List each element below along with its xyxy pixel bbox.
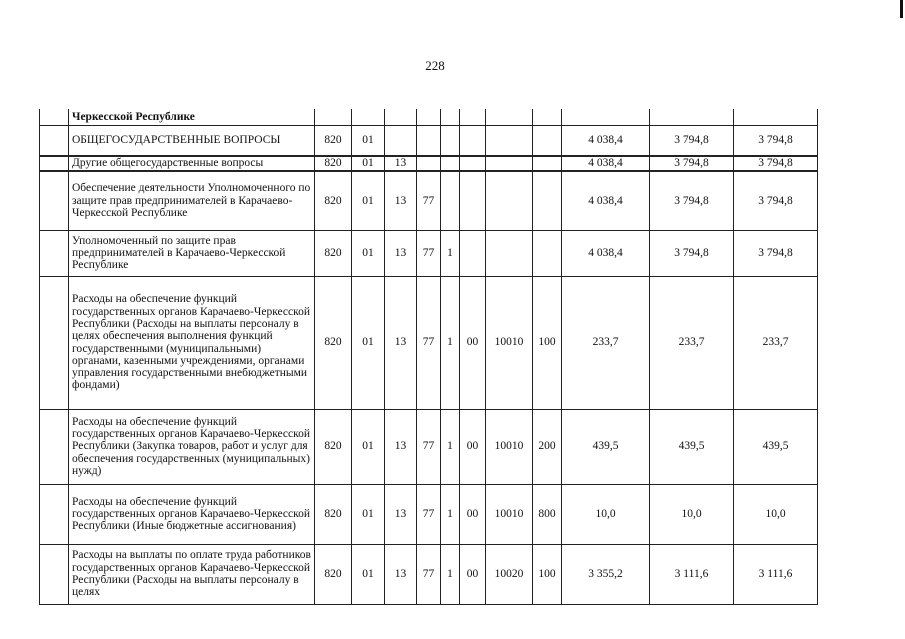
cell-amount-1: 3 355,2 <box>562 544 650 604</box>
cell-subprogram: 1 <box>441 230 460 276</box>
cell-amount-3: 10,0 <box>734 484 818 544</box>
cell-main-event <box>460 230 486 276</box>
row-index-cell <box>40 125 69 156</box>
cell-main-event <box>460 125 486 156</box>
cell-subprogram: 1 <box>441 544 460 604</box>
cell-amount-2 <box>650 109 734 125</box>
row-name: Другие общегосударственные вопросы <box>69 156 315 171</box>
cell-amount-3: 3 794,8 <box>734 156 818 171</box>
cell-expense-type <box>533 171 562 230</box>
cell-section: 01 <box>352 276 385 409</box>
cell-subprogram <box>441 171 460 230</box>
cell-amount-2: 3 111,6 <box>650 544 734 604</box>
table-row <box>40 125 818 156</box>
cell-amount-3: 3 794,8 <box>734 171 818 230</box>
budget-table <box>39 109 818 605</box>
cell-ministry: 820 <box>315 484 352 544</box>
row-index-cell <box>40 109 69 125</box>
cell-amount-1: 4 038,4 <box>562 171 650 230</box>
cell-direction: 10010 <box>486 484 533 544</box>
cell-amount-3: 3 111,6 <box>734 544 818 604</box>
cell-subprogram <box>441 156 460 171</box>
cell-direction <box>486 171 533 230</box>
row-index-cell <box>40 484 69 544</box>
cell-subprogram <box>441 109 460 125</box>
row-name: Расходы на обеспечение функций государственных органов Карачаево-Черкесской Республики (Расходы на выплаты персоналу в целях обеспечения выполнения функций государственными (муниципальными) органами, казенными учреждениями, органами управления государственными внебюджетными фондами) <box>69 276 315 409</box>
cell-section: 01 <box>352 230 385 276</box>
page-number: 228 <box>425 58 445 73</box>
cell-main-event <box>460 109 486 125</box>
cell-amount-2: 3 794,8 <box>650 156 734 171</box>
cell-amount-1: 4 038,4 <box>562 156 650 171</box>
cell-direction: 10010 <box>486 276 533 409</box>
cell-expense-type <box>533 109 562 125</box>
cell-amount-1 <box>562 109 650 125</box>
cell-subprogram <box>441 125 460 156</box>
cell-expense-type: 100 <box>533 276 562 409</box>
cell-program <box>417 156 441 171</box>
cell-amount-3: 3 794,8 <box>734 230 818 276</box>
row-index-cell <box>40 230 69 276</box>
cell-amount-3 <box>734 109 818 125</box>
cell-expense-type <box>533 230 562 276</box>
row-name: Обеспечение деятельности Уполномоченного по защите прав предпринимателей в Карачаево-Черкесской Республике <box>69 171 315 230</box>
cell-expense-type: 800 <box>533 484 562 544</box>
cell-program: 77 <box>417 276 441 409</box>
cell-amount-2: 3 794,8 <box>650 230 734 276</box>
cell-amount-3: 439,5 <box>734 409 818 484</box>
cell-section: 01 <box>352 125 385 156</box>
cell-main-event: 00 <box>460 544 486 604</box>
cell-ministry: 820 <box>315 230 352 276</box>
row-name: Расходы на обеспечение функций государственных органов Карачаево-Черкесской Республики (Закупка товаров, работ и услуг для обеспечения государственных (муниципальных) нужд) <box>69 409 315 484</box>
cell-direction <box>486 125 533 156</box>
cell-direction <box>486 230 533 276</box>
cell-section: 01 <box>352 156 385 171</box>
scan-edge-mark <box>900 0 903 18</box>
cell-amount-1: 439,5 <box>562 409 650 484</box>
row-index-cell <box>40 544 69 604</box>
table-row <box>40 484 818 544</box>
cell-subprogram: 1 <box>441 484 460 544</box>
cell-subsection: 13 <box>385 544 417 604</box>
row-index-cell <box>40 409 69 484</box>
cell-section: 01 <box>352 484 385 544</box>
table-row <box>40 109 818 125</box>
cell-amount-2: 439,5 <box>650 409 734 484</box>
row-name: Расходы на обеспечение функций государственных органов Карачаево-Черкесской Республики (Иные бюджетные ассигнования) <box>69 484 315 544</box>
cell-program: 77 <box>417 544 441 604</box>
row-index-cell <box>40 171 69 230</box>
cell-subsection: 13 <box>385 230 417 276</box>
cell-main-event <box>460 156 486 171</box>
table-row <box>40 230 818 276</box>
cell-main-event <box>460 171 486 230</box>
cell-ministry: 820 <box>315 156 352 171</box>
cell-expense-type: 200 <box>533 409 562 484</box>
cell-amount-1: 10,0 <box>562 484 650 544</box>
cell-amount-1: 4 038,4 <box>562 125 650 156</box>
cell-program <box>417 125 441 156</box>
cell-amount-2: 3 794,8 <box>650 171 734 230</box>
cell-subsection: 13 <box>385 484 417 544</box>
cell-subprogram: 1 <box>441 409 460 484</box>
cell-main-event: 00 <box>460 409 486 484</box>
row-name: Расходы на выплаты по оплате труда работников государственных органов Карачаево-Черкесской Республики (Расходы на выплаты персоналу в целях <box>69 544 315 604</box>
cell-program <box>417 109 441 125</box>
cell-section <box>352 109 385 125</box>
cell-amount-3: 233,7 <box>734 276 818 409</box>
cell-program: 77 <box>417 409 441 484</box>
cell-subsection: 13 <box>385 409 417 484</box>
cell-direction <box>486 156 533 171</box>
cell-expense-type <box>533 125 562 156</box>
row-name: ОБЩЕГОСУДАРСТВЕННЫЕ ВОПРОСЫ <box>69 125 315 156</box>
row-name: Уполномоченный по защите прав предпринимателей в Карачаево-Черкесской Республике <box>69 230 315 276</box>
cell-ministry: 820 <box>315 409 352 484</box>
cell-main-event: 00 <box>460 484 486 544</box>
cell-subsection: 13 <box>385 156 417 171</box>
table-row <box>40 171 818 230</box>
cell-amount-2: 3 794,8 <box>650 125 734 156</box>
cell-amount-1: 4 038,4 <box>562 230 650 276</box>
cell-program: 77 <box>417 230 441 276</box>
cell-amount-1: 233,7 <box>562 276 650 409</box>
cell-subprogram: 1 <box>441 276 460 409</box>
cell-direction <box>486 109 533 125</box>
cell-section: 01 <box>352 171 385 230</box>
cell-direction: 10010 <box>486 409 533 484</box>
cell-subsection: 13 <box>385 276 417 409</box>
row-index-cell <box>40 276 69 409</box>
cell-ministry: 820 <box>315 125 352 156</box>
cell-program: 77 <box>417 171 441 230</box>
cell-ministry: 820 <box>315 171 352 230</box>
table-row <box>40 544 818 604</box>
cell-main-event: 00 <box>460 276 486 409</box>
cell-amount-2: 10,0 <box>650 484 734 544</box>
table-row <box>40 156 818 171</box>
cell-section: 01 <box>352 409 385 484</box>
cell-subsection <box>385 109 417 125</box>
cell-ministry: 820 <box>315 276 352 409</box>
table-row <box>40 409 818 484</box>
cell-subsection: 13 <box>385 171 417 230</box>
cell-direction: 10020 <box>486 544 533 604</box>
cell-ministry: 820 <box>315 544 352 604</box>
cell-expense-type: 100 <box>533 544 562 604</box>
cell-program: 77 <box>417 484 441 544</box>
cell-amount-3: 3 794,8 <box>734 125 818 156</box>
table-row <box>40 276 818 409</box>
cell-subsection <box>385 125 417 156</box>
row-index-cell <box>40 156 69 171</box>
cell-section: 01 <box>352 544 385 604</box>
row-name: Черкесской Республике <box>69 109 315 125</box>
cell-amount-2: 233,7 <box>650 276 734 409</box>
cell-expense-type <box>533 156 562 171</box>
cell-ministry <box>315 109 352 125</box>
